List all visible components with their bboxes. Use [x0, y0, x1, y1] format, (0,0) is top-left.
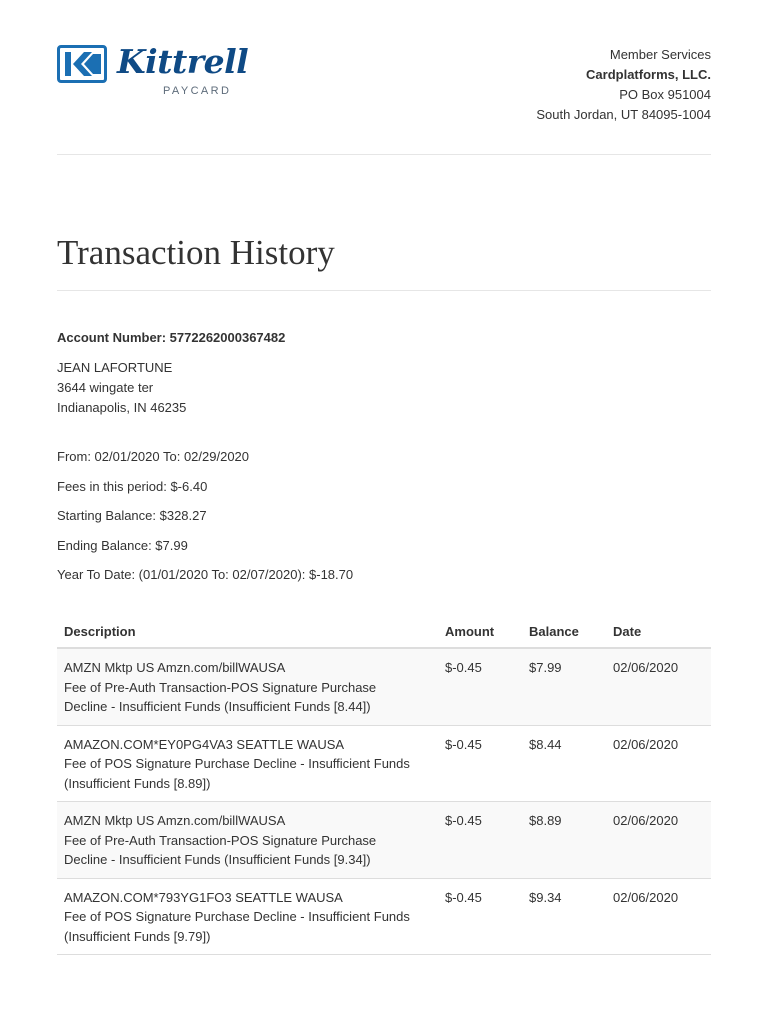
row-amount: $-0.45	[438, 725, 522, 802]
period-summary	[57, 449, 353, 597]
period-fees: Fees in this period: $-6.40	[57, 478, 208, 494]
account-holder	[57, 358, 186, 418]
description-reason: (Insufficient Funds [8.89])	[64, 775, 211, 791]
header-balance: Balance	[522, 613, 606, 648]
statement-page	[57, 0, 711, 944]
ending-balance: Ending Balance: $7.99	[57, 537, 188, 553]
year-to-date: Year To Date: (01/01/2020 To: 02/07/2020): $-18.70	[57, 567, 354, 582]
title-section	[57, 155, 711, 291]
holder-street: 3644 wingate ter	[57, 380, 154, 395]
starting-balance: Starting Balance: $328.27	[57, 508, 207, 523]
description-reason: Decline - Insufficient Funds (Insufficient Funds [9.34])	[64, 852, 371, 867]
row-amount: $-0.45	[438, 648, 522, 725]
logo-wordmark: Kittrell	[117, 42, 249, 81]
address-po-box: PO Box 951004	[619, 87, 711, 102]
statement-header	[57, 0, 711, 155]
kittrell-k-icon	[57, 45, 107, 83]
period-range: From: 02/01/2020 To: 02/29/2020	[57, 449, 250, 464]
description-merchant: AMAZON.COM*EY0PG4VA3 SEATTLE WAUSA	[64, 736, 345, 752]
row-date: 02/06/2020	[606, 878, 711, 955]
table-header-row	[57, 613, 711, 648]
kittrell-logo	[57, 44, 257, 104]
description-merchant: AMZN Mktp US Amzn.com/billWAUSA	[64, 660, 286, 675]
table-row	[57, 878, 711, 955]
description-fee: Fee of POS Signature Purchase Decline - Insufficient Funds	[64, 909, 410, 924]
header-date: Date	[606, 613, 711, 648]
address-city: South Jordan, UT 84095-1004	[536, 107, 711, 122]
row-date: 02/06/2020	[606, 802, 711, 879]
description-merchant: AMAZON.COM*793YG1FO3 SEATTLE WAUSA	[64, 889, 343, 905]
transaction-table	[57, 613, 711, 955]
logo-subtitle: PAYCARD	[163, 85, 232, 97]
row-description	[57, 878, 438, 955]
holder-city: Indianapolis, IN 46235	[57, 400, 187, 415]
description-fee: Fee of POS Signature Purchase Decline - Insufficient Funds	[64, 756, 410, 771]
account-number: Account Number: 5772262000367482	[57, 330, 286, 345]
description-fee: Fee of Pre-Auth Transaction-POS Signature Purchase	[64, 679, 377, 695]
description-reason: Decline - Insufficient Funds (Insufficient Funds [8.44])	[64, 699, 371, 714]
table-row	[57, 648, 711, 725]
row-description	[57, 648, 438, 725]
member-services-address	[536, 45, 711, 125]
row-date: 02/06/2020	[606, 725, 711, 802]
row-description	[57, 802, 438, 879]
row-balance: $9.34	[522, 878, 606, 955]
table-row	[57, 725, 711, 802]
row-amount: $-0.45	[438, 802, 522, 879]
table-row	[57, 802, 711, 879]
description-merchant: AMZN Mktp US Amzn.com/billWAUSA	[64, 813, 286, 828]
page-title: Transaction History	[57, 233, 335, 272]
row-balance: $8.89	[522, 802, 606, 879]
holder-name: JEAN LAFORTUNE	[57, 360, 173, 375]
description-fee: Fee of Pre-Auth Transaction-POS Signature Purchase	[64, 832, 377, 848]
row-date: 02/06/2020	[606, 648, 711, 725]
row-balance: $8.44	[522, 725, 606, 802]
row-description	[57, 725, 438, 802]
row-amount: $-0.45	[438, 878, 522, 955]
header-amount: Amount	[438, 613, 522, 648]
header-description: Description	[57, 613, 438, 648]
row-balance: $7.99	[522, 648, 606, 725]
description-reason: (Insufficient Funds [9.79])	[64, 928, 211, 944]
company-name: Cardplatforms, LLC.	[586, 67, 711, 82]
address-line-1: Member Services	[609, 47, 711, 62]
